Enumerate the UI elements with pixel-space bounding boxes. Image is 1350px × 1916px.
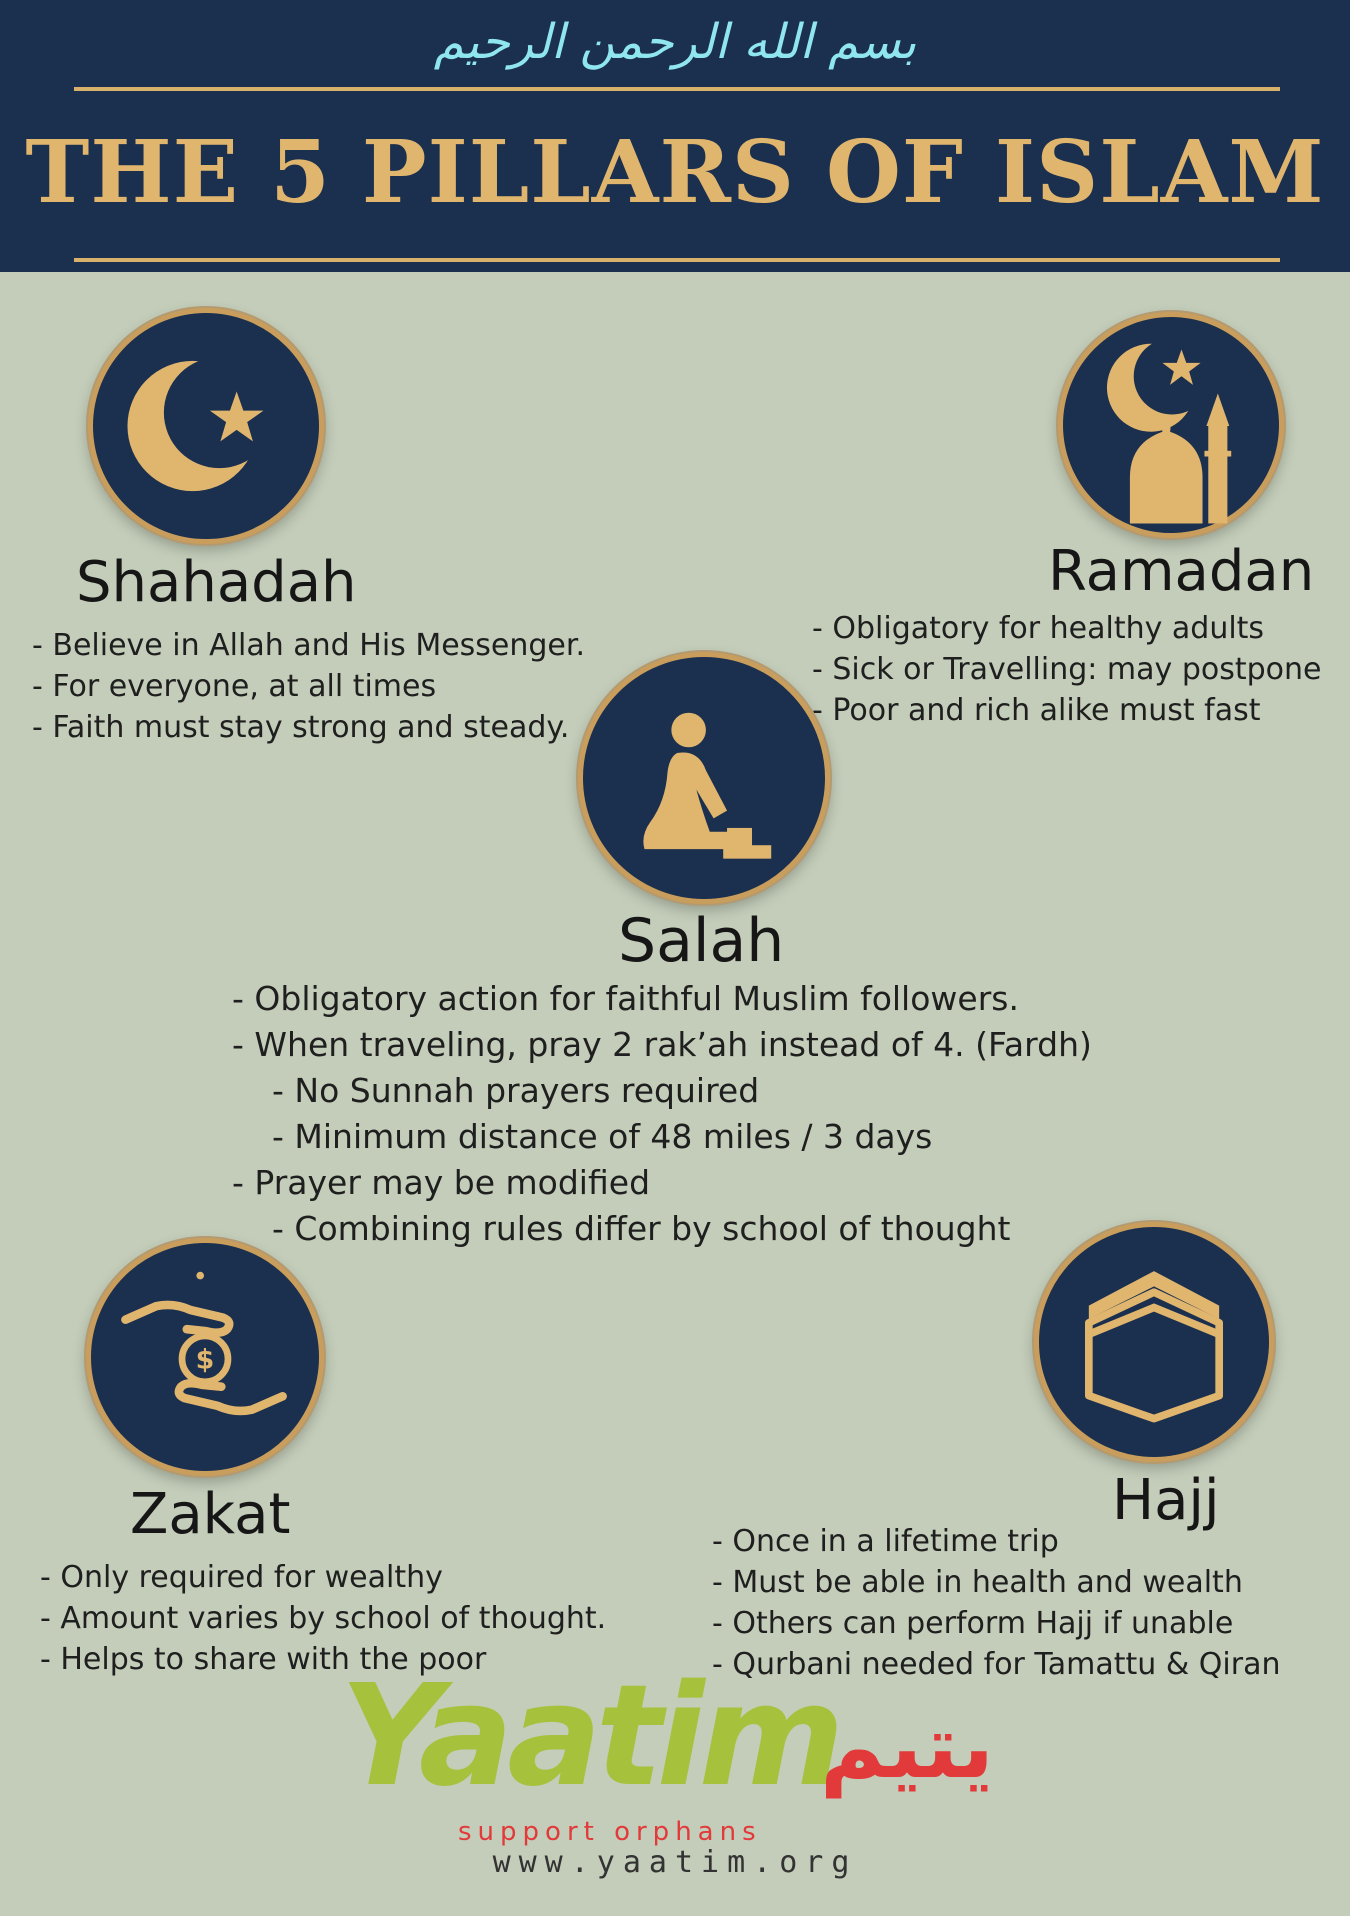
salah-points: [232, 976, 1092, 1252]
header-divider-top: [74, 87, 1280, 91]
list-item: - Minimum distance of 48 miles / 3 days: [272, 1117, 933, 1156]
list-item: - Once in a lifetime trip: [712, 1524, 1059, 1559]
ramadan-title: Ramadan: [1048, 539, 1315, 604]
list-item: - For everyone, at all times: [32, 669, 437, 704]
shahadah-title: Shahadah: [76, 550, 357, 615]
list-item: - Only required for wealthy: [40, 1560, 443, 1595]
hajj-title: Hajj: [1112, 1468, 1220, 1533]
list-item: - Poor and rich alike must fast: [812, 693, 1261, 728]
zakat-title: Zakat: [130, 1482, 291, 1547]
list-item: - Sick or Travelling: may postpone: [812, 652, 1322, 687]
list-item: - Prayer may be modified: [232, 1163, 651, 1202]
page-title: THE 5 PILLARS OF ISLAM: [25, 122, 1325, 223]
list-item: - No Sunnah prayers required: [272, 1071, 760, 1110]
header-banner: [0, 0, 1350, 272]
list-item: - Obligatory action for faithful Muslim followers.: [232, 979, 1019, 1018]
list-item: - Must be able in health and wealth: [712, 1565, 1243, 1600]
list-item: - When traveling, pray 2 rak’ah instead of 4. (Fardh): [232, 1025, 1092, 1064]
list-item: - Believe in Allah and His Messenger.: [32, 628, 586, 663]
hands-coin-icon: [86, 1238, 324, 1476]
salah-title: Salah: [618, 906, 785, 976]
logo-arabic-wordmark: يتيم: [820, 1695, 994, 1798]
list-item: - Combining rules differ by school of thought: [272, 1209, 1011, 1248]
list-item: - Amount varies by school of thought.: [40, 1601, 607, 1636]
svg-text:$: $: [195, 1344, 215, 1376]
crescent-star-icon: [88, 308, 324, 544]
kaaba-icon: [1034, 1222, 1274, 1462]
praying-person-icon: [578, 652, 830, 904]
logo-wordmark: Yaatim: [340, 1655, 839, 1818]
list-item: - Others can perform Hajj if unable: [712, 1606, 1234, 1641]
list-item: - Faith must stay strong and steady.: [32, 710, 570, 745]
bismillah-calligraphy: بسم الله الرحمن الرحيم: [433, 14, 917, 70]
list-item: - Helps to share with the poor: [40, 1642, 487, 1677]
ramadan-points: [812, 608, 1321, 731]
website-link[interactable]: www.yaatim.org: [492, 1845, 858, 1880]
list-item: - Qurbani needed for Tamattu & Qiran: [712, 1647, 1281, 1682]
header-divider-bottom: [74, 258, 1280, 262]
list-item: - Obligatory for healthy adults: [812, 611, 1265, 646]
shahadah-points: [32, 625, 585, 748]
mosque-crescent-icon: [1058, 312, 1284, 538]
logo-tagline: support orphans: [458, 1817, 762, 1847]
